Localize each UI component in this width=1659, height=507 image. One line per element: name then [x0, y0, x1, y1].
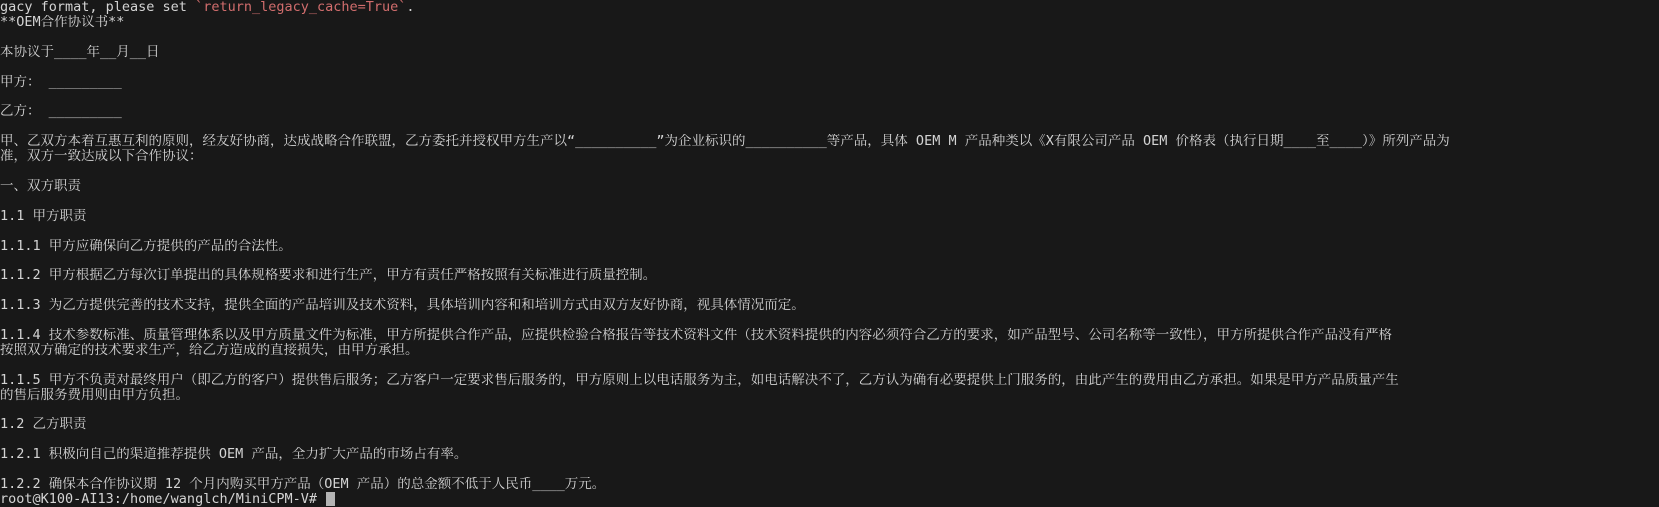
document-line: 1.1.2 甲方根据乙方每次订单提出的具体规格要求和进行生产，甲方有责任严格按照有关标准进行质量控制。 — [0, 268, 657, 284]
document-line: 1.2.1 积极向自己的渠道推荐提供 OEM 产品，全力扩大产品的市场占有率。 — [0, 447, 468, 463]
prompt-text: root@K100-AI13:/home/wanglch/MiniCPM-V# — [0, 491, 326, 507]
document-line: 按照双方确定的技术要求生产，给乙方造成的直接损失，由甲方承担。 — [0, 342, 419, 358]
document-line — [0, 194, 1659, 209]
prompt-line[interactable] — [0, 492, 1659, 507]
document-line — [0, 253, 1659, 268]
document-line: 一、双方职责 — [0, 178, 81, 194]
document-line — [0, 313, 1659, 328]
document-line: 1.1.5 甲方不负责对最终用户（即乙方的客户）提供售后服务；乙方客户一定要求售后服务的，甲方原则上以电话服务为主，如电话解决不了，乙方认为确有必要提供上门服务的，由此产生的费用由乙方承担。如果是甲方产品质量产生 — [0, 372, 1399, 388]
document-line: 本协议于____年__月__日 — [0, 44, 160, 60]
document-line: 甲方： _________ — [0, 74, 122, 90]
document-line: **OEM合作协议书** — [0, 14, 125, 30]
document-line — [0, 402, 1659, 417]
document-line — [0, 432, 1659, 447]
warning-line — [0, 0, 1659, 15]
document-line — [0, 224, 1659, 239]
document-line — [0, 60, 1659, 75]
document-body — [0, 15, 1659, 492]
document-line — [0, 30, 1659, 45]
document-line: 1.2.2 确保本合作协议期 12 个月内购买甲方产品（OEM 产品）的总金额不低于人民币____万元。 — [0, 477, 606, 492]
document-line: 准，双方一致达成以下合作协议： — [0, 149, 203, 164]
document-line: 1.1.3 为乙方提供完善的技术支持，提供全面的产品培训及技术资料，具体培训内容和和培训方式由双方友好协商，视具体情况而定。 — [0, 298, 805, 314]
document-line: 乙方： _________ — [0, 104, 122, 120]
document-line: 1.1.1 甲方应确保向乙方提供的产品的合法性。 — [0, 238, 292, 254]
document-line: 1.1 甲方职责 — [0, 208, 87, 224]
document-line — [0, 89, 1659, 104]
terminal-cursor — [326, 492, 335, 506]
document-line: 1.1.4 技术参数标准、质量管理体系以及甲方质量文件为标准，甲方所提供合作产品，应提供检验合格报告等技术资料文件（技术资料提供的内容必须符合乙方的要求，如产品型号、公司名称等一致性），甲方所提供合作产品没有严格 — [0, 327, 1393, 343]
warning-line-suffix: . — [406, 0, 415, 15]
document-line: 1.2 乙方职责 — [0, 417, 87, 433]
document-line — [0, 119, 1659, 134]
document-line — [0, 358, 1659, 373]
warning-line-code: `return_legacy_cache=True` — [195, 0, 407, 15]
document-line — [0, 164, 1659, 179]
warning-line-prefix: gacy format, please set — [0, 0, 196, 15]
document-line: 甲、乙双方本着互惠互利的原则，经友好协商，达成战略合作联盟，乙方委托并授权甲方生产以“__________”为企业标识的__________等产品，具体 OEM M 产品种类以《X有限公司产品 OEM 价格表（执行日期____至____）》所列产品为 — [0, 134, 1450, 150]
document-line — [0, 462, 1659, 477]
document-line: 的售后服务费用则由甲方负担。 — [0, 387, 189, 403]
document-line — [0, 283, 1659, 298]
